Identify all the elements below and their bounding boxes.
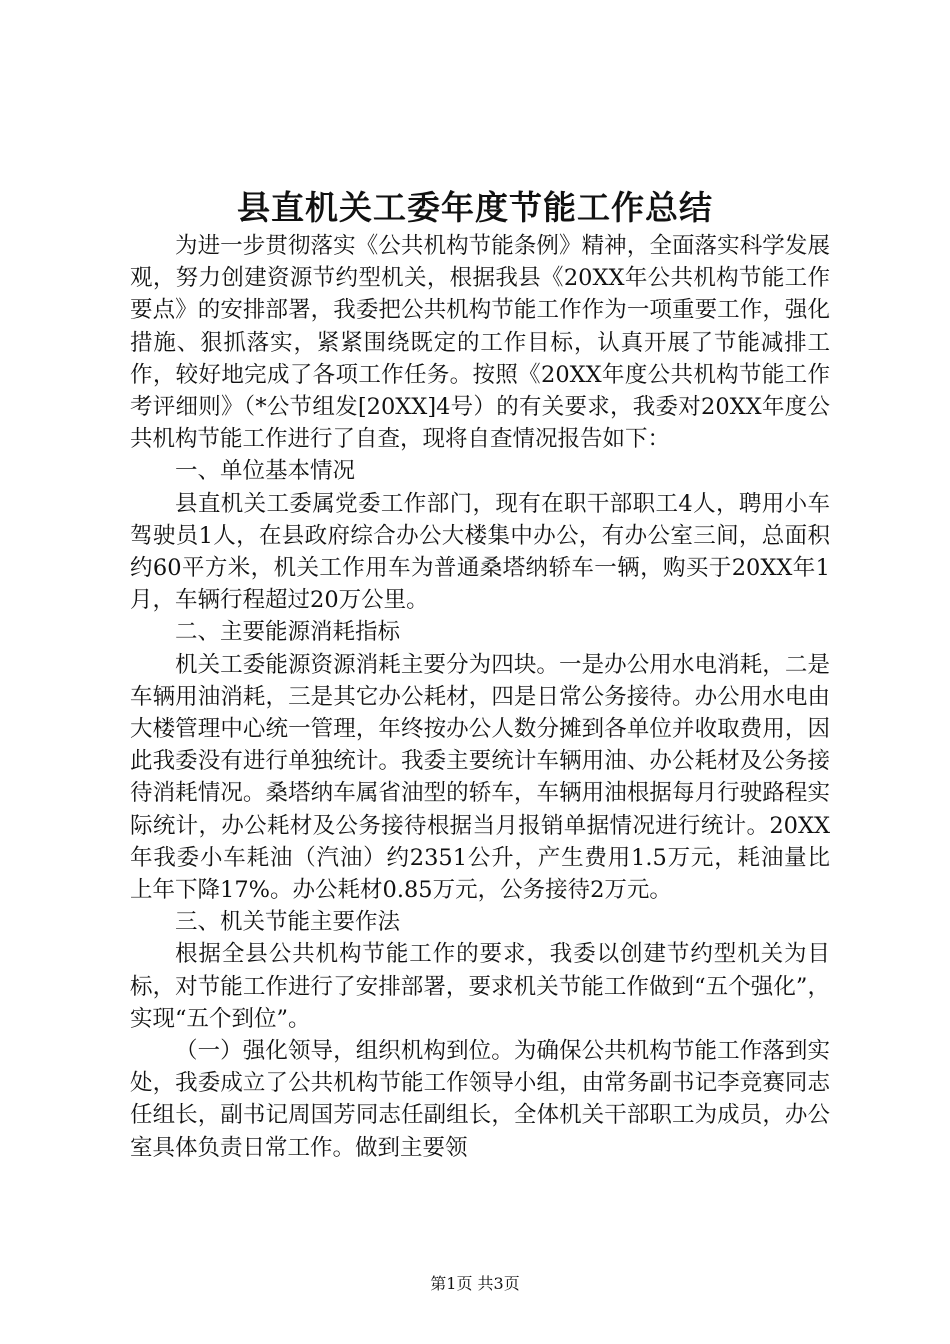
paragraph-energy-consumption: 机关工委能源资源消耗主要分为四块。一是办公用水电消耗，二是车辆用油消耗，三是其它办公耗材，四是日常公务接待。办公用水电由大楼管理中心统一管理，年终按办公人数分摊到各单位并收取费用，因此我委没有进行单独统计。我委主要统计车辆用油、办公耗材及公务接待消耗情况。桑塔纳车属省油型的轿车，车辆用油根据每月行驶路程实际统计，办公耗材及公务接待根据当月报销单据情况进行统计。20XX年我委小车耗油（汽油）约2351公升，产生费用1.5万元，耗油量比上年下降17%。办公耗材0.85万元，公务接待2万元。	[130, 651, 830, 904]
document-body	[130, 230, 830, 1164]
paragraph-leadership: （一）强化领导，组织机构到位。为确保公共机构节能工作落到实处，我委成立了公共机构节能工作领导小组，由常务副书记李竞赛同志任组长，副书记周国芳同志任副组长，全体机关干部职工为成员，办公室具体负责日常工作。做到主要领	[130, 1038, 830, 1161]
paragraph-unit-info: 县直机关工委属党委工作部门，现有在职干部职工4人，聘用小车驾驶员1人，在县政府综合办公大楼集中办公，有办公室三间，总面积约60平方米，机关工作用车为普通桑塔纳轿车一辆，购买于20XX年1月，车辆行程超过20万公里。	[130, 490, 830, 614]
paragraph-intro: 为进一步贯彻落实《公共机构节能条例》精神，全面落实科学发展观，努力创建资源节约型机关，根据我县《20XX年公共机构节能工作要点》的安排部署，我委把公共机构节能工作作为一项重要工作，强化措施、狠抓落实，紧紧围绕既定的工作目标，认真开展了节能减排工作，较好地完成了各项工作任务。按照《20XX年度公共机构节能工作考评细则》（*公节组发[20XX]4号）的有关要求，我委对20XX年度公共机构节能工作进行了自查，现将自查情况报告如下：	[130, 233, 830, 453]
page-footer: 第1页 共3页	[430, 1274, 520, 1293]
section-heading-3: 三、机关节能主要作法	[175, 909, 401, 936]
section-heading-2: 二、主要能源消耗指标	[175, 619, 401, 646]
section-heading-1: 一、单位基本情况	[175, 458, 356, 485]
document-title: 县直机关工委年度节能工作总结	[237, 188, 713, 227]
paragraph-practices: 根据全县公共机构节能工作的要求，我委以创建节约型机关为目标，对节能工作进行了安排部署，要求机关节能工作做到“五个强化”，实现“五个到位”。	[130, 941, 830, 1032]
